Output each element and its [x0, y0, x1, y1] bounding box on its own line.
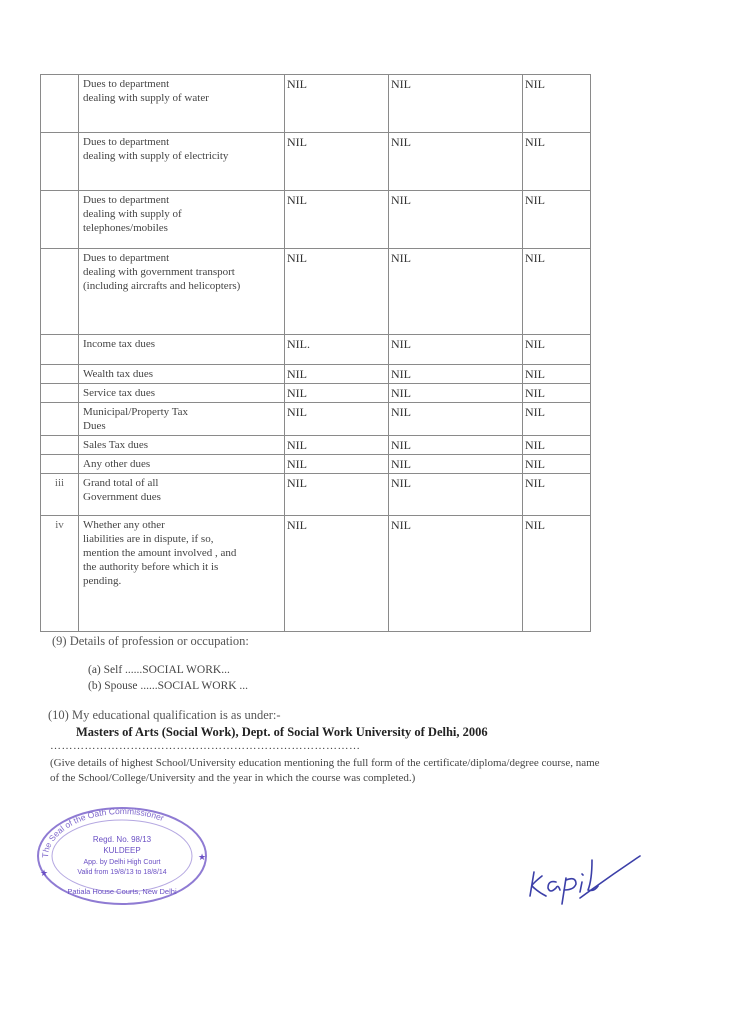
row-value-1: NIL	[285, 516, 389, 632]
row-value-2: NIL	[389, 384, 523, 403]
stamp-line-4: Valid from 19/8/13 to 18/8/14	[77, 869, 167, 876]
row-description: Dues to department dealing with supply of water	[79, 75, 285, 133]
stamp-line-3: App. by Delhi High Court	[83, 859, 161, 866]
row-value-3: NIL	[523, 436, 591, 455]
row-value-3: NIL	[523, 403, 591, 436]
table-row	[41, 384, 591, 403]
row-number	[41, 133, 79, 191]
row-number	[41, 335, 79, 365]
row-value-2: NIL	[389, 436, 523, 455]
row-description: Any other dues	[79, 455, 285, 474]
table-row	[41, 133, 591, 191]
row-value-3: NIL	[523, 365, 591, 384]
row-value-1: NIL	[285, 384, 389, 403]
row-description: Sales Tax dues	[79, 436, 285, 455]
row-description: Dues to department dealing with supply of electricity	[79, 133, 285, 191]
row-value-2: NIL	[389, 133, 523, 191]
row-value-2: NIL	[389, 365, 523, 384]
row-value-2: NIL	[389, 75, 523, 133]
row-value-1: NIL	[285, 403, 389, 436]
row-value-1: NIL	[285, 365, 389, 384]
table-row	[41, 365, 591, 384]
stamp-ring-text: The Seal of the Oath Commissioner	[39, 805, 166, 859]
row-number	[41, 75, 79, 133]
row-number	[41, 191, 79, 249]
row-value-3: NIL	[523, 455, 591, 474]
row-value-1: NIL	[285, 249, 389, 335]
row-number	[41, 384, 79, 403]
row-value-2: NIL	[389, 455, 523, 474]
notary-stamp	[30, 800, 212, 910]
row-description: Income tax dues	[79, 335, 285, 365]
dues-table	[40, 74, 591, 632]
table-row	[41, 436, 591, 455]
table-row	[41, 191, 591, 249]
row-number	[41, 455, 79, 474]
row-value-3: NIL	[523, 133, 591, 191]
row-value-3: NIL	[523, 249, 591, 335]
qualification-note: (Give details of highest School/University education mentioning the full form of the certificate/diploma/degree course, name of the School/College/University and the year in which the course was completed.)	[50, 757, 600, 784]
stamp-line-5: Patiala House Courts, New Delhi	[67, 887, 177, 896]
section-9-heading: (9) Details of profession or occupation:	[52, 634, 249, 648]
occupation-self: (a) Self ......SOCIAL WORK...	[88, 664, 230, 676]
stamp-line-1: Regd. No. 98/13	[92, 835, 152, 844]
row-value-3: NIL	[523, 516, 591, 632]
table-row	[41, 455, 591, 474]
row-value-3: NIL	[523, 75, 591, 133]
table-row	[41, 75, 591, 133]
row-value-3: NIL	[523, 335, 591, 365]
table-row	[41, 335, 591, 365]
row-value-1: NIL	[285, 474, 389, 516]
row-description: Dues to department dealing with supply of telephones/mobiles	[79, 191, 285, 249]
signature	[520, 820, 650, 910]
stamp-star-icon: ★	[198, 852, 207, 862]
row-value-2: NIL	[389, 403, 523, 436]
row-value-2: NIL	[389, 516, 523, 632]
row-description: Wealth tax dues	[79, 365, 285, 384]
table-row	[41, 249, 591, 335]
row-value-2: NIL	[389, 335, 523, 365]
section-10-heading: (10) My educational qualification is as under:-	[48, 708, 281, 722]
table-row	[41, 403, 591, 436]
row-number	[41, 249, 79, 335]
row-number	[41, 436, 79, 455]
row-value-3: NIL	[523, 384, 591, 403]
row-number	[41, 403, 79, 436]
qualification-text: Masters of Arts (Social Work), Dept. of Social Work University of Delhi, 2006	[76, 725, 488, 739]
row-value-3: NIL	[523, 474, 591, 516]
row-value-1: NIL.	[285, 335, 389, 365]
row-value-3: NIL	[523, 191, 591, 249]
row-value-1: NIL	[285, 191, 389, 249]
row-value-2: NIL	[389, 191, 523, 249]
row-value-1: NIL	[285, 436, 389, 455]
row-description: Grand total of all Government dues	[79, 474, 285, 516]
row-value-1: NIL	[285, 75, 389, 133]
stamp-star-icon: ★	[40, 868, 49, 878]
row-value-2: NIL	[389, 249, 523, 335]
row-description: Whether any other liabilities are in dispute, if so, mention the amount involved , and the authority before which it is pending.	[79, 516, 285, 632]
dotted-line: ………………………………………………………………………	[50, 740, 361, 752]
row-number	[41, 365, 79, 384]
row-value-2: NIL	[389, 474, 523, 516]
row-description: Municipal/Property Tax Dues	[79, 403, 285, 436]
row-value-1: NIL	[285, 133, 389, 191]
stamp-line-2: KULDEEP	[103, 846, 141, 855]
occupation-spouse: (b) Spouse ......SOCIAL WORK ...	[88, 680, 249, 692]
row-description: Dues to department dealing with government transport (including aircrafts and helicopters)	[79, 249, 285, 335]
dues-table-container	[40, 74, 590, 632]
table-row	[41, 516, 591, 632]
row-number: iii	[41, 474, 79, 516]
row-value-1: NIL	[285, 455, 389, 474]
table-row	[41, 474, 591, 516]
row-number: iv	[41, 516, 79, 632]
row-description: Service tax dues	[79, 384, 285, 403]
